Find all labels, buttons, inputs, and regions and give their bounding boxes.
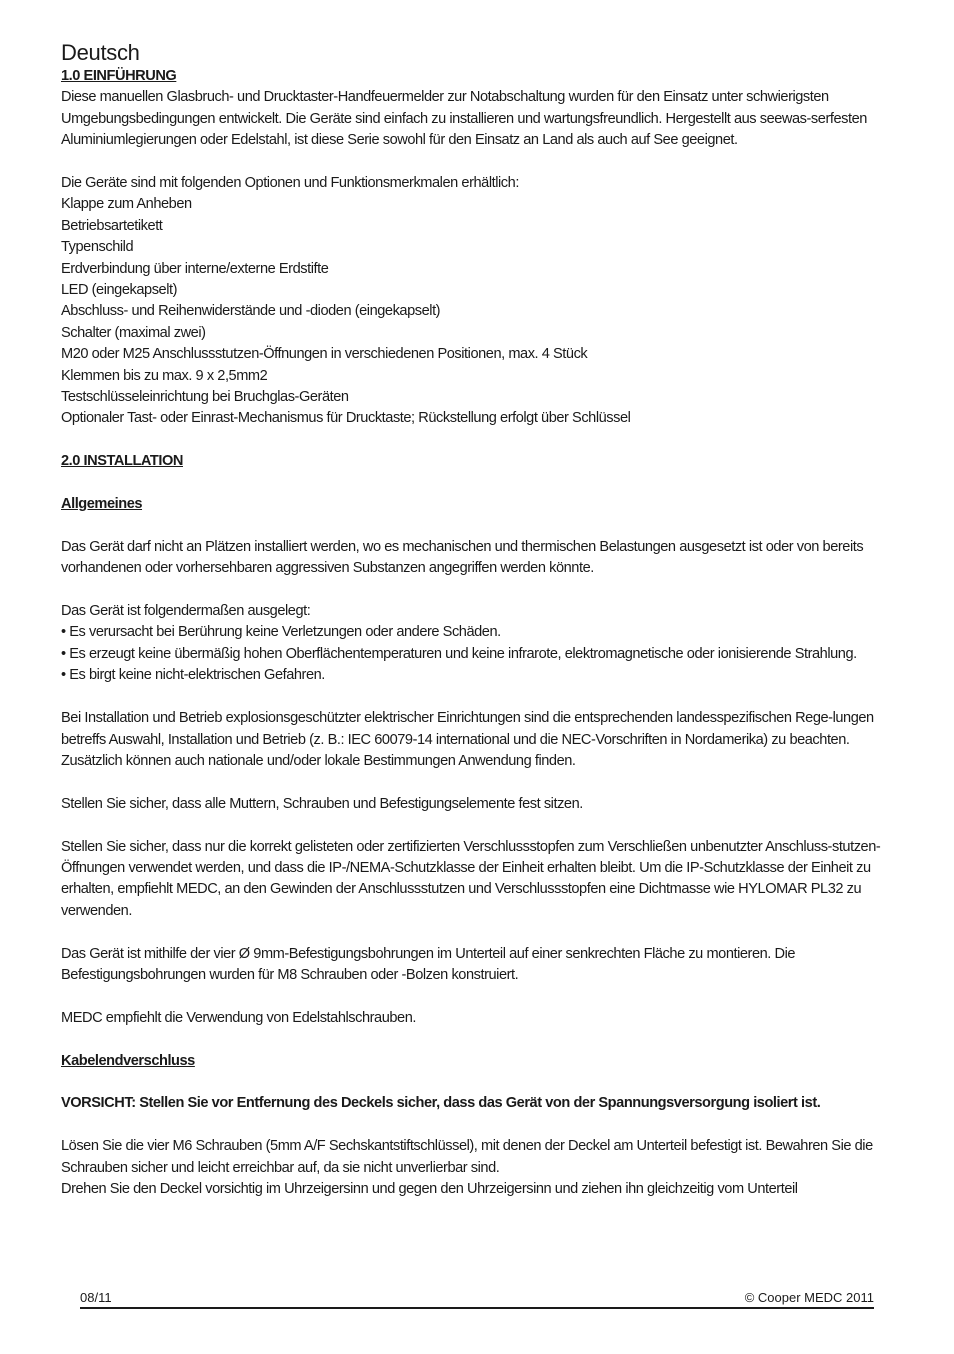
option-item: Klappe zum Anheben: [61, 196, 192, 213]
intro-paragraph: Diese manuellen Glasbruch- und Drucktaster-Handfeuermelder zur Notabschaltung wurden für den Einsatz unter schwierigsten Umgebungsbedingungen entwickelt. Die Geräte sind einfach zu installieren und wartungsfreundlich. Hergestellt aus seewas-serfesten Aluminiumlegierungen oder Edelstahl, ist diese Serie sowohl für den Einsatz an Land als auch auf See geeignet.: [61, 89, 867, 149]
bullet-item: • Es verursacht bei Berührung keine Verletzungen oder andere Schäden.: [61, 624, 501, 641]
option-item: M20 oder M25 Anschlussstutzen-Öffnungen in verschiedenen Positionen, max. 4 Stück: [61, 346, 588, 363]
subheading-cable-termination: Kabelendverschluss: [61, 1052, 195, 1069]
caution-notice: VORSICHT: Stellen Sie vor Entfernung des Deckels sicher, dass das Gerät von der Spannungsversorgung isoliert ist.: [61, 1095, 821, 1112]
option-item: Typenschild: [61, 239, 134, 256]
general-paragraph: Das Gerät ist mithilfe der vier Ø 9mm-Befestigungsbohrungen im Unterteil auf einer senkrechten Fläche zu montieren. Die Befestigungsbohrungen wurden für M8 Schrauben oder -Bolzen konstruiert.: [61, 945, 796, 983]
subheading-general: Allgemeines: [61, 496, 143, 513]
option-item: Klemmen bis zu max. 9 x 2,5mm2: [61, 367, 268, 384]
section-heading-installation: 2.0 INSTALLATION: [61, 453, 183, 470]
footer-date: 08/11: [80, 1290, 112, 1305]
general-paragraph: Stellen Sie sicher, dass alle Muttern, Schrauben und Befestigungselemente fest sitzen.: [61, 795, 583, 812]
option-item: Testschlüsseleinrichtung bei Bruchglas-Geräten: [61, 389, 349, 406]
cable-paragraph: Drehen Sie den Deckel vorsichtig im Uhrzeigersinn und gegen den Uhrzeigersinn und ziehen ihn gleichzeitig vom Unterteil: [61, 1180, 798, 1197]
options-intro: Die Geräte sind mit folgenden Optionen und Funktionsmerkmalen erhältlich:: [61, 175, 519, 192]
footer-copyright: © Cooper MEDC 2011: [744, 1290, 874, 1305]
option-item: Optionaler Tast- oder Einrast-Mechanismus für Drucktaste; Rückstellung erfolgt über Schlüssel: [61, 410, 631, 427]
bullet-item: • Es erzeugt keine übermäßig hohen Oberflächentemperaturen und keine infrarote, elektromagnetische oder ionisierende Strahlung.: [61, 645, 857, 662]
option-item: Erdverbindung über interne/externe Erdstifte: [61, 260, 329, 277]
document-page: [61, 40, 896, 1200]
general-paragraph: Stellen Sie sicher, dass nur die korrekt gelisteten oder zertifizierten Verschlussstopfen zum Verschließen unbenutzter Anschluss-stutzen-Öffnungen verwendet werden, und dass die IP-/NEMA-Schutzklasse der Einheit erhalten bleibt. Um die IP-Schutzklasse der Einheit zu erhalten, empfiehlt MEDC, an den Gewinden der Anschlussstutzen und Verschlussstopfen eine Dichtmasse wie HYLOMAR PL32 zu verwenden.: [61, 838, 881, 919]
options-list: [61, 194, 896, 429]
bullet-item: • Es birgt keine nicht-elektrischen Gefahren.: [61, 667, 325, 684]
language-title: Deutsch: [61, 40, 140, 65]
design-intro: Das Gerät ist folgendermaßen ausgelegt:: [61, 603, 311, 620]
section-heading-introduction: 1.0 EINFÜHRUNG: [61, 68, 177, 84]
general-paragraph: Das Gerät darf nicht an Plätzen installiert werden, wo es mechanischen und thermischen Belastungen ausgesetzt ist oder von bereits vorhandenen oder vorhersehbaren aggressiven Substanzen angegriffen werden könnte.: [61, 538, 864, 577]
cable-paragraph: Lösen Sie die vier M6 Schrauben (5mm A/F Sechskantstiftschlüssel), mit denen der Deckel am Unterteil befestigt ist. Bewahren Sie die Schrauben sicher und leicht erreichbar auf, da sie nicht unverlierbar sind.: [61, 1138, 873, 1176]
option-item: Schalter (maximal zwei): [61, 324, 206, 341]
footer-divider: [80, 1307, 874, 1309]
option-item: LED (eingekapselt): [61, 282, 178, 299]
general-paragraph: MEDC empfiehlt die Verwendung von Edelstahlschrauben.: [61, 1009, 416, 1026]
option-item: Abschluss- und Reihenwiderstände und -dioden (eingekapselt): [61, 303, 441, 320]
general-paragraph: Bei Installation und Betrieb explosionsgeschützter elektrischer Einrichtungen sind die entsprechenden landesspezifischen Rege-lungen betreffs Auswahl, Installation und Betrieb (z. B.: IEC 60079-14 international und die NEC-Vorschriften in Nordamerika) zu beachten. Zusätzlich können auch nationale und/oder lokale Bestimmungen Anwendung finden.: [61, 710, 874, 769]
design-bullet-list: [61, 622, 896, 686]
option-item: Betriebsartetikett: [61, 217, 163, 234]
